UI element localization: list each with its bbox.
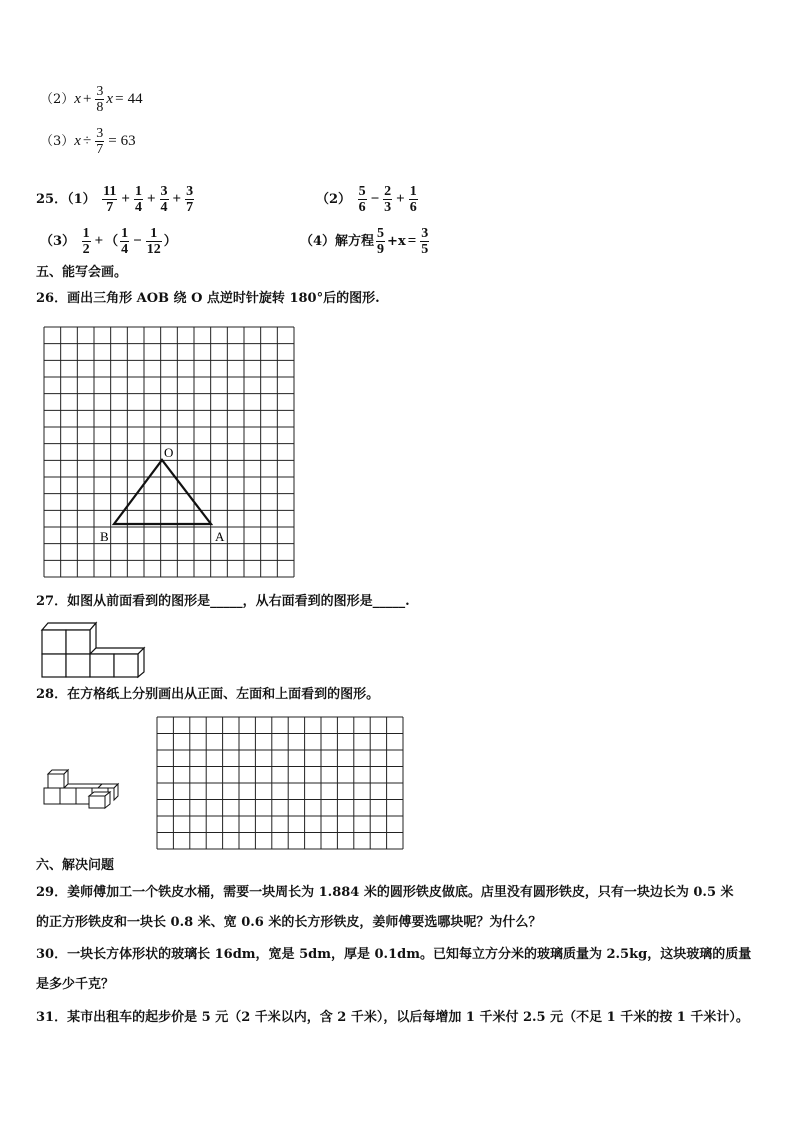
q25-part1: 25．（1） $\frac{11}{7}$ + $\frac{1}{4}$ + $\frac{3}{4}$ + $\frac{3}{7}$ xyxy=(36,184,194,215)
q25-part4: （4）解方程 $\frac{5}{9}$ +x = $\frac{3}{5}$ xyxy=(300,226,429,257)
q24-part3: （3）x ÷ $\frac{3}{7}$ = 63 xyxy=(40,126,136,157)
triangle-aob xyxy=(114,460,211,524)
q24-part2: （2）x + $\frac{3}{8}$ x = 44 xyxy=(40,84,143,115)
fraction-3-8: $\frac{3}{8}$ xyxy=(96,84,104,115)
section-5-heading: 五、能写会画。 xyxy=(36,265,128,280)
q26-text: 26．画出三角形 AOB 绕 O 点逆时针旋转 180°后的图形. xyxy=(36,291,380,306)
q28-text: 28．在方格纸上分别画出从正面、左面和上面看到的图形。 xyxy=(36,687,380,702)
q29-line1: 29．姜师傅加工一个铁皮水桶，需要一块周长为 1.884 米的圆形铁皮做底。店里没有圆形铁皮，只有一块边长为 0.5 米 xyxy=(36,885,734,900)
fraction-3-7: $\frac{3}{7}$ xyxy=(96,126,104,157)
label-a: A xyxy=(215,529,225,544)
q27-cube-figure xyxy=(40,620,150,680)
q25-part3: （3） $\frac{1}{2}$ + （ $\frac{1}{4}$ − $\frac{1}{12}$ ） xyxy=(40,226,177,257)
q30-line1: 30．一块长方体形状的玻璃长 16dm，宽是 5dm，厚是 0.1dm。已知每立方分米的玻璃质量为 2.5kg，这块玻璃的质量 xyxy=(36,947,752,962)
q28-grid[interactable] xyxy=(156,716,404,850)
q27-text: 27．如图从前面看到的图形是_____，从右面看到的图形是_____. xyxy=(36,594,410,609)
q25-part2: （2） $\frac{5}{6}$ − $\frac{2}{3}$ + $\frac{1}{6}$ xyxy=(316,184,417,215)
q29-line2: 的正方形铁皮和一块长 0.8 米、宽 0.6 米的长方形铁皮，姜师傅要选哪块呢？为什么？ xyxy=(36,915,542,930)
q28-cube-figure xyxy=(42,766,132,816)
label-o: O xyxy=(164,445,174,460)
label-b: B xyxy=(100,529,109,544)
section-6-heading: 六、解决问题 xyxy=(36,858,115,873)
q31-line1: 31．某市出租车的起步价是 5 元（2 千米以内，含 2 千米），以后每增加 1 千米付 2.5 元（不足 1 千米的按 1 千米计）。 xyxy=(36,1010,749,1025)
q30-line2: 是多少千克？ xyxy=(36,977,115,992)
q26-grid[interactable] xyxy=(43,326,295,578)
